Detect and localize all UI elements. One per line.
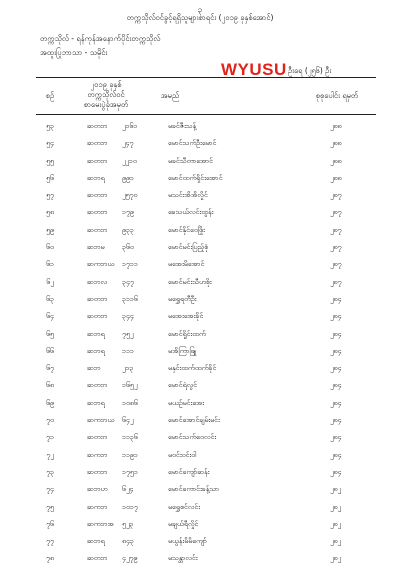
table-row: [0, 447, 400, 464]
roll-prefix-cell: ဆကဘ: [87, 450, 108, 459]
roll-prefix-cell: ဆတဘ: [87, 122, 108, 130]
table-row: [0, 326, 400, 343]
total-marks-cell: ၂၈၂: [330, 502, 341, 511]
student-name-cell: မရွှေရတီဦး: [168, 294, 197, 303]
roll-prefix-cell: ဆဘ: [87, 364, 101, 373]
roll-number-cell: ၂၁၆၁: [122, 122, 138, 130]
roll-prefix-cell: ဆဘရ: [87, 398, 105, 407]
roll-prefix-cell: ဆတဘ: [87, 294, 108, 303]
total-marks-cell: ၂၈၂: [330, 519, 341, 528]
student-name-cell: မအိကြာဖြူ: [168, 346, 197, 355]
total-marks-cell: ၂၈၄: [330, 346, 342, 355]
header-serial: စဉ်: [45, 91, 55, 100]
student-name-cell: မောင်ကောင်းခန့်သာ: [168, 485, 219, 494]
table-row: [0, 118, 400, 135]
table-row: [0, 395, 400, 412]
serial-cell: ၇၅: [46, 502, 54, 511]
student-name-cell: မခင်သီတာအောင်: [168, 156, 213, 165]
serial-cell: ၆၀: [46, 243, 54, 252]
student-name-cell: မောင်မင်းပြည့်စုံ: [168, 243, 209, 252]
serial-cell: ၅၄: [46, 139, 54, 148]
roll-number-cell: ၃၄၄: [122, 312, 134, 321]
total-marks-cell: ၂၈၄: [330, 329, 342, 338]
serial-cell: ၆၁: [46, 260, 54, 269]
roll-number-cell: ၆၂၄: [122, 485, 134, 494]
student-name-cell: မဝင်းဝင်းဝါ: [168, 450, 197, 459]
roll-number-cell: ၁၁၁: [122, 346, 134, 355]
roll-number-cell: ၉၃၃: [122, 225, 134, 234]
roll-number-cell: ၁၀၁၇: [122, 502, 138, 511]
roll-prefix-cell: ဆကဘ: [87, 502, 108, 511]
header-total-marks: စုစုပေါင်း ရမှတ်: [315, 91, 359, 100]
university-line: တက္ကသိုလ် - ရန်ကုန်အနောက်ပိုင်းတက္ကသိုလ်: [40, 34, 161, 43]
table-row: [0, 308, 400, 325]
header-name: အမည်: [160, 91, 180, 100]
serial-cell: ၆၅: [46, 329, 54, 338]
student-name-cell: မောင်ထက်ရှိင်းအောင်: [168, 173, 223, 182]
serial-cell: ၇၃: [46, 467, 54, 476]
table-row: [0, 550, 400, 567]
total-marks-cell: ၂၈၄: [330, 398, 342, 407]
serial-cell: ၆၇: [46, 364, 54, 373]
serial-cell: ၆၆: [46, 346, 54, 355]
serial-cell: ၇၄: [46, 485, 54, 494]
table-row: [0, 377, 400, 394]
roll-prefix-cell: ဆတဘ: [87, 208, 108, 217]
roll-prefix-cell: ဆကဘယ: [87, 416, 115, 425]
total-marks-cell: ၂၈၇: [330, 260, 342, 269]
table-row: [0, 153, 400, 170]
student-name-cell: မောင်ကျော်ဆန်း: [168, 467, 210, 476]
serial-cell: ၇၀: [46, 416, 54, 425]
serial-cell: ၇၇: [46, 537, 54, 546]
roll-number-cell: ၁၇၅၁: [122, 467, 138, 476]
table-row: [0, 516, 400, 533]
student-name-cell: မောင်နိုင်ဝေဖြိုး: [168, 225, 205, 234]
student-name-cell: မအေးမိအောင်: [168, 260, 205, 269]
roll-prefix-cell: ဆတဘ: [87, 467, 108, 476]
total-marks-cell: ၂၈၄: [330, 433, 342, 442]
table-row: [0, 222, 400, 239]
roll-number-cell: ၉၉၁: [122, 173, 134, 182]
table-header-rule: [36, 114, 376, 115]
roll-prefix-cell: ဆတဘ: [87, 139, 108, 148]
student-count: ဦးရေ (၂၅၆) ဦး: [288, 66, 332, 75]
student-name-cell: မောင်မင်းသီဟစိုး: [168, 277, 212, 286]
total-marks-cell: ၂၈၇: [330, 243, 342, 252]
header-roll-line-1: ၂၀၁၉ ခုနှစ်: [90, 80, 122, 89]
roll-prefix-cell: ဆတဘ: [87, 554, 108, 563]
roll-prefix-cell: ဆဘရ: [87, 173, 105, 182]
roll-number-cell: ၁၁၃၆: [122, 433, 138, 442]
serial-cell: ၇၂: [46, 450, 54, 459]
serial-cell: ၅၆: [46, 173, 54, 182]
serial-cell: ၅၅: [46, 156, 54, 165]
student-name-cell: မချယ်ရီလှိုင်: [168, 519, 199, 528]
total-marks-cell: ၂၈၂: [330, 554, 341, 563]
serial-cell: ၆၉: [46, 398, 54, 407]
total-marks-cell: ၂၈၄: [330, 364, 342, 373]
roll-prefix-cell: ဆဘရ: [87, 346, 105, 355]
serial-cell: ၅၈: [46, 208, 54, 217]
serial-cell: ၇၁: [46, 433, 54, 442]
roll-number-cell: ၁၁၉၁: [122, 450, 138, 459]
total-marks-cell: ၂၈၄: [330, 467, 342, 476]
roll-prefix-cell: ဆတဘ: [87, 312, 108, 321]
table-row: [0, 204, 400, 221]
total-marks-cell: ၂၈၇: [330, 277, 342, 286]
student-name-cell: မယွန်းမိမိကျော်: [168, 537, 207, 546]
student-name-cell: မအေးအေးခိုင်: [168, 312, 204, 321]
roll-number-cell: ၁၇၁၁: [122, 260, 138, 269]
student-name-cell: မသင်းအိအိလှိုင်: [168, 191, 208, 200]
student-name-cell: မသန္တာလင်း: [168, 554, 198, 563]
serial-cell: ၅၃: [46, 122, 54, 130]
total-marks-cell: ၂၈၄: [330, 312, 342, 321]
header-roll-line-3: စာမေးပွဲခုံအမှတ်: [83, 100, 129, 109]
total-marks-cell: ၂၈၈: [330, 156, 342, 165]
table-row: [0, 412, 400, 429]
table-top-rule: [36, 77, 376, 78]
student-name-cell: မောင်အောင်ချမ်းမင်း: [168, 416, 220, 425]
roll-number-cell: ၁၆၅၂: [122, 381, 138, 390]
roll-number-cell: ၇၅၂: [122, 329, 134, 338]
student-name-cell: မရွှေစင်လင်း: [168, 502, 200, 511]
total-marks-cell: ၂၈၄: [330, 416, 342, 425]
roll-prefix-cell: ဆတဘ: [87, 225, 108, 234]
student-name-cell: မောင်ရှိုင်းထက်: [168, 329, 206, 338]
total-marks-cell: ၂၈၇: [330, 191, 342, 200]
total-marks-cell: ၂၈၈: [330, 122, 342, 130]
roll-number-cell: ၈၄၃: [122, 537, 134, 546]
document-title: တက္ကသိုလ်ဝင်ခွင့်ရရှိသူများစာရင်း (၂၀၁၉ ခုနှစ်အောင်): [126, 13, 274, 22]
student-name-cell: မယဉ်မင်းအေး: [168, 398, 205, 407]
roll-prefix-cell: ဆတဘ: [87, 191, 108, 200]
table-row: [0, 499, 400, 516]
table-row: [0, 274, 400, 291]
roll-prefix-cell: ဆတဘ: [87, 156, 108, 165]
table-row: [0, 187, 400, 204]
roll-prefix-cell: ဆတဘ: [87, 433, 108, 442]
table-row: [0, 170, 400, 187]
table-row: [0, 360, 400, 377]
total-marks-cell: ၂၈၂: [330, 485, 341, 494]
total-marks-cell: ၂၈၇: [330, 208, 342, 217]
total-marks-cell: ၂၈၄: [330, 450, 342, 459]
header-roll-line-2: တက္ကသိုလ်ဝင်: [87, 90, 125, 99]
roll-number-cell: ၆၄၂: [122, 416, 134, 425]
table-row: [0, 429, 400, 446]
student-name-cell: မောင်ရဲလွင်: [168, 381, 198, 390]
table-row: [0, 481, 400, 498]
roll-number-cell: ၂၄၇: [122, 139, 134, 148]
roll-prefix-cell: ဆဘရ: [87, 537, 105, 546]
table-row: [0, 291, 400, 308]
serial-cell: ၆၂: [46, 277, 54, 286]
serial-cell: ၇၆: [46, 519, 54, 528]
total-marks-cell: ၂၈၈: [330, 173, 342, 182]
wyusu-watermark: WYUSU: [221, 60, 287, 79]
roll-prefix-cell: ဆဘမ: [87, 243, 105, 252]
roll-number-cell: ၄၂၇၉: [122, 554, 138, 563]
student-name-cell: ခေသယ်လင်းထွန်း: [168, 208, 214, 217]
roll-prefix-cell: ဆတဘ: [87, 381, 108, 390]
roll-prefix-cell: ဆဘဟ: [87, 485, 108, 494]
student-name-cell: မောင်သက်ဦးမောင်: [168, 139, 217, 148]
serial-cell: ၆၄: [46, 312, 54, 321]
roll-number-cell: ၁၀၈၆: [122, 398, 138, 407]
table-row: [0, 533, 400, 550]
table-row: [0, 239, 400, 256]
table-row: [0, 256, 400, 273]
roll-number-cell: ၃၆၀: [122, 243, 134, 252]
page-number: ၃: [197, 5, 203, 14]
student-name-cell: မောင်သက်ဝေလင်း: [168, 433, 217, 442]
total-marks-cell: ၂၈၂: [330, 537, 341, 546]
serial-cell: ၆၃: [46, 294, 54, 303]
table-row: [0, 343, 400, 360]
total-marks-cell: ၂၈၄: [330, 381, 342, 390]
student-name-cell: မခင်ဇီးသန့်: [168, 122, 197, 130]
total-marks-cell: ၂၈၈: [330, 139, 342, 148]
roll-number-cell: ၁၇၉: [122, 208, 134, 217]
roll-prefix-cell: ဆကဘယ: [87, 260, 115, 269]
serial-cell: ၅၇: [46, 191, 54, 200]
roll-number-cell: ၂၅၇၀: [122, 191, 138, 200]
roll-number-cell: ၃၁၁၆: [122, 294, 138, 303]
total-marks-cell: ၂၈၇: [330, 225, 342, 234]
serial-cell: ၅၉: [46, 225, 54, 234]
specialization-line: အထူးပြုဘာသာ - သမိုင်း: [40, 48, 108, 57]
student-table: [0, 118, 400, 568]
roll-number-cell: ၂၁၃: [122, 364, 134, 373]
serial-cell: ၇၈: [46, 554, 54, 563]
roll-prefix-cell: ဆဘရ: [87, 329, 105, 338]
roll-number-cell: ၂၂၁၀: [122, 156, 137, 165]
roll-prefix-cell: ဆကဘအ: [87, 519, 114, 528]
student-name-cell: မနှင်းထက်ထက်ခိုင်: [168, 364, 217, 373]
roll-number-cell: ၅၂၃: [122, 519, 134, 528]
serial-cell: ၆၈: [46, 381, 54, 390]
header-roll-number: [66, 80, 146, 110]
table-row: [0, 464, 400, 481]
total-marks-cell: ၂၈၄: [330, 294, 342, 303]
roll-prefix-cell: ဆဘလ: [87, 277, 108, 286]
table-row: [0, 135, 400, 152]
roll-number-cell: ၃၄၇: [122, 277, 134, 286]
